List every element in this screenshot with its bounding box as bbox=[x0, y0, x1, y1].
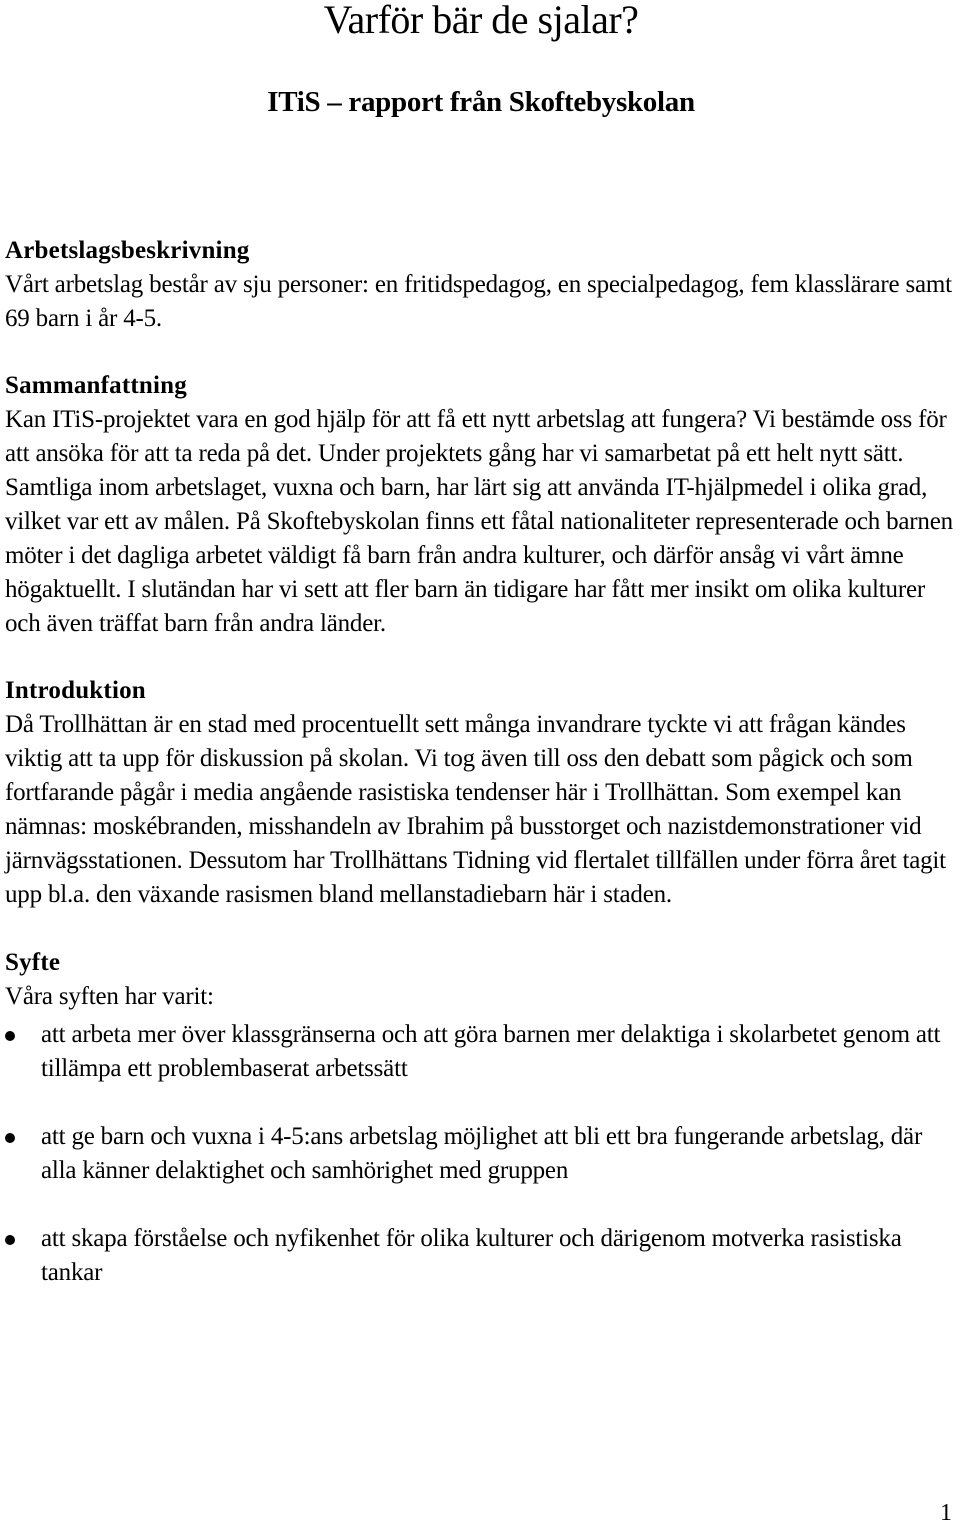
section-heading: Introduktion bbox=[5, 677, 146, 704]
page-title: Varför bär de sjalar? bbox=[323, 0, 639, 42]
bullet-icon bbox=[5, 1031, 15, 1041]
list-item bbox=[5, 1018, 957, 1086]
document-page bbox=[5, 0, 957, 1324]
bullet-icon bbox=[5, 1235, 15, 1245]
page-subtitle: ITiS – rapport från Skoftebyskolan bbox=[267, 86, 695, 118]
section-sammanfattning bbox=[5, 369, 957, 641]
section-arbetslagsbeskrivning bbox=[5, 234, 957, 336]
section-paragraph: Kan ITiS-projektet vara en god hjälp för att få ett nytt arbetslag att fungera? Vi bestämde oss för att ansöka för att ta reda på det. Under projektets gång har vi samarbetat på ett helt nytt sätt. Samtliga inom arbetslaget, vuxna och barn, har lärt sig att använda IT-hjälpmedel i olika grad, vilket var ett av målen. På Skoftebyskolan finns ett fåtal nationaliteter representerade och barnen möter i det dagliga arbetet väldigt få barn från andra kulturer, och därför ansåg vi vårt ämne högaktuellt. I slutändan har vi sett att fler barn än tidigare har fått mer insikt om olika kulturer och även träffat barn från andra länder. bbox=[5, 406, 953, 637]
list-item bbox=[5, 1120, 957, 1188]
section-introduktion bbox=[5, 674, 957, 912]
section-syfte bbox=[5, 946, 957, 1290]
list-item-text: att ge barn och vuxna i 4-5:ans arbetslag möjlighet att bli ett bra fungerande arbetslag, där alla känner delaktighet och samhörighet med gruppen bbox=[41, 1123, 923, 1184]
section-heading: Sammanfattning bbox=[5, 372, 187, 399]
section-paragraph: Då Trollhättan är en stad med procentuellt sett många invandrare tyckte vi att frågan kändes viktig att ta upp för diskussion på skolan. Vi tog även till oss den debatt som pågick och som fortfarande pågår i media angående rasistiska tendenser här i Trollhättan. Som exempel kan nämnas: moskébranden, misshandeln av Ibrahim på busstorget och nazistdemonstrationer vid järnvägsstationen. Dessutom har Trollhättans Tidning vid flertalet tillfällen under förra året tagit upp bl.a. den växande rasismen bland mellanstadiebarn här i staden. bbox=[5, 711, 946, 908]
purpose-list bbox=[5, 1018, 957, 1290]
section-heading: Arbetslagsbeskrivning bbox=[5, 237, 250, 264]
list-item bbox=[5, 1222, 957, 1290]
list-item-text: att arbeta mer över klassgränserna och att göra barnen mer delaktiga i skolarbetet genom att tillämpa ett problembaserat arbetssätt bbox=[41, 1021, 941, 1082]
section-intro: Våra syften har varit: bbox=[5, 983, 214, 1010]
section-paragraph: Vårt arbetslag består av sju personer: en fritidspedagog, en specialpedagog, fem klasslärare samt 69 barn i år 4-5. bbox=[5, 271, 952, 332]
section-heading: Syfte bbox=[5, 949, 61, 976]
list-item-text: att skapa förståelse och nyfikenhet för olika kulturer och därigenom motverka rasistiska tankar bbox=[41, 1225, 902, 1286]
page-number: 1 bbox=[940, 1500, 952, 1526]
bullet-icon bbox=[5, 1133, 15, 1143]
